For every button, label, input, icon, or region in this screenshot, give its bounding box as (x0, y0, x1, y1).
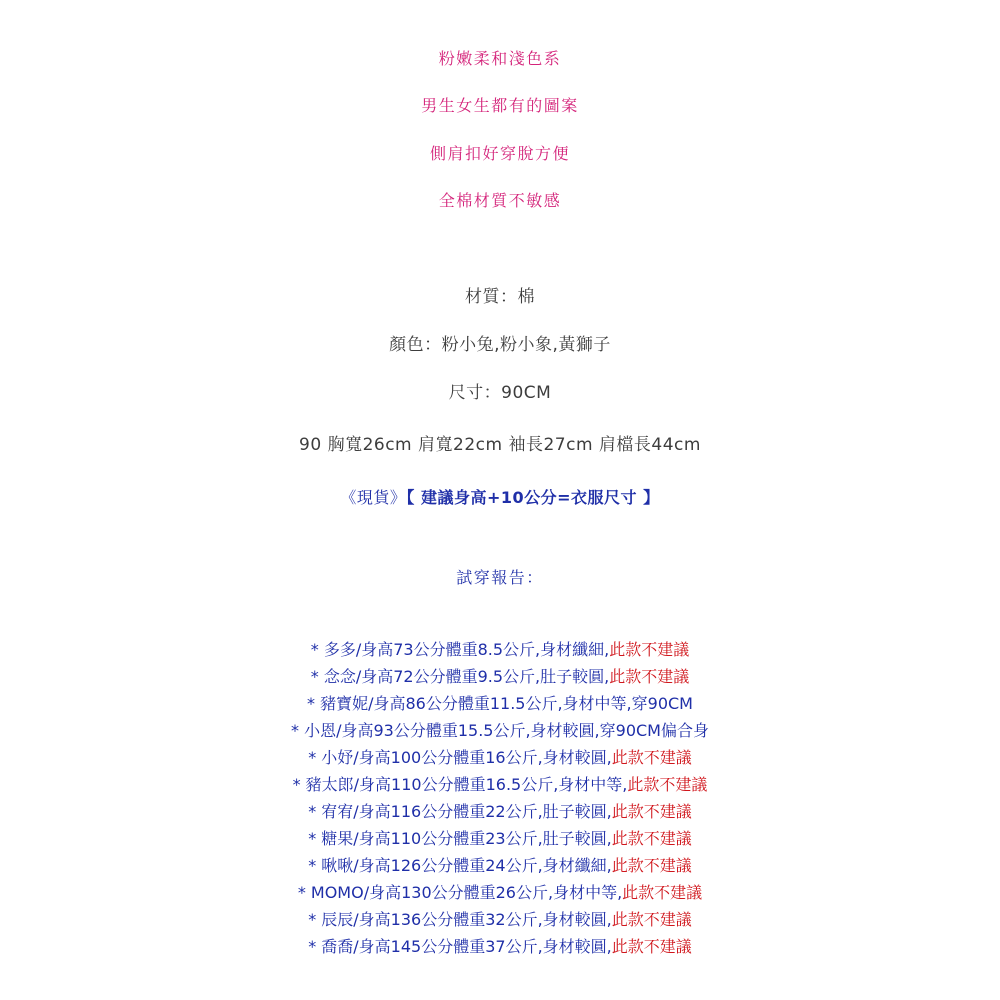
feature-line-3: 側肩扣好穿脫方便 (429, 144, 570, 163)
report-item-text: * MOMO/身高130公分體重26公斤,身材中等, (297, 883, 623, 902)
size-advice (0, 485, 1000, 508)
not-recommended-label: 此款不建議 (622, 883, 703, 902)
not-recommended-label: 此款不建議 (609, 667, 690, 686)
report-item-text: * 多多/身高73公分體重8.5公斤,身材纖細, (310, 640, 610, 659)
report-item-text: * 念念/身高72公分體重9.5公斤,肚子較圓, (310, 667, 610, 686)
report-item (0, 852, 1000, 879)
report-heading: 試穿報告： (456, 568, 544, 587)
not-recommended-label: 此款不建議 (611, 910, 692, 929)
report-item-text: * 辰辰/身高136公分體重32公斤,身材較圓, (308, 910, 612, 929)
size-line: 尺寸：90CM (448, 383, 552, 403)
report-item-text: * 豬太郎/身高110公分體重16.5公斤,身材中等, (292, 775, 628, 794)
not-recommended-label: 此款不建議 (609, 640, 690, 659)
not-recommended-label: 此款不建議 (611, 829, 692, 848)
report-item (0, 690, 1000, 717)
report-item-text: * 喬喬/身高145公分體重37公斤,身材較圓, (308, 937, 612, 956)
report-item-text: * 宥宥/身高116公分體重22公斤,肚子較圓, (308, 802, 612, 821)
report-item (0, 663, 1000, 690)
report-item (0, 717, 1000, 744)
report-item (0, 744, 1000, 771)
feature-line-2: 男生女生都有的圖案 (421, 96, 579, 115)
report-item (0, 879, 1000, 906)
not-recommended-label: 此款不建議 (611, 856, 692, 875)
report-item (0, 636, 1000, 663)
report-item-text: * 豬寶妮/身高86公分體重11.5公斤,身材中等,穿90CM (307, 694, 693, 713)
not-recommended-label: 此款不建議 (611, 937, 692, 956)
feature-line-4: 全棉材質不敏感 (438, 191, 562, 210)
in-stock-label: 《現貨》 (340, 488, 407, 507)
size-advice-text: 【 建議身高+10公分=衣服尺寸 】 (406, 488, 660, 507)
report-item (0, 771, 1000, 798)
report-item-text: * 啾啾/身高126公分體重24公斤,身材纖細, (308, 856, 612, 875)
not-recommended-label: 此款不建議 (627, 775, 708, 794)
report-item-text: * 小妤/身高100公分體重16公斤,身材較圓, (308, 748, 612, 767)
report-item (0, 906, 1000, 933)
report-item (0, 825, 1000, 852)
colors-line: 顏色：粉小兔,粉小象,黃獅子 (389, 335, 611, 355)
report-item (0, 798, 1000, 825)
report-item (0, 933, 1000, 960)
not-recommended-label: 此款不建議 (611, 802, 692, 821)
report-list (0, 636, 1000, 960)
measurements-line: 90 胸寬26cm 肩寬22cm 袖長27cm 肩檔長44cm (299, 435, 701, 455)
not-recommended-label: 此款不建議 (611, 748, 692, 767)
report-item-text: * 糖果/身高110公分體重23公斤,肚子較圓, (308, 829, 612, 848)
report-item-text: * 小恩/身高93公分體重15.5公斤,身材較圓,穿90CM偏合身 (291, 721, 709, 740)
material-line: 材質：棉 (465, 287, 535, 307)
feature-line-1: 粉嫩柔和淺色系 (438, 49, 562, 68)
